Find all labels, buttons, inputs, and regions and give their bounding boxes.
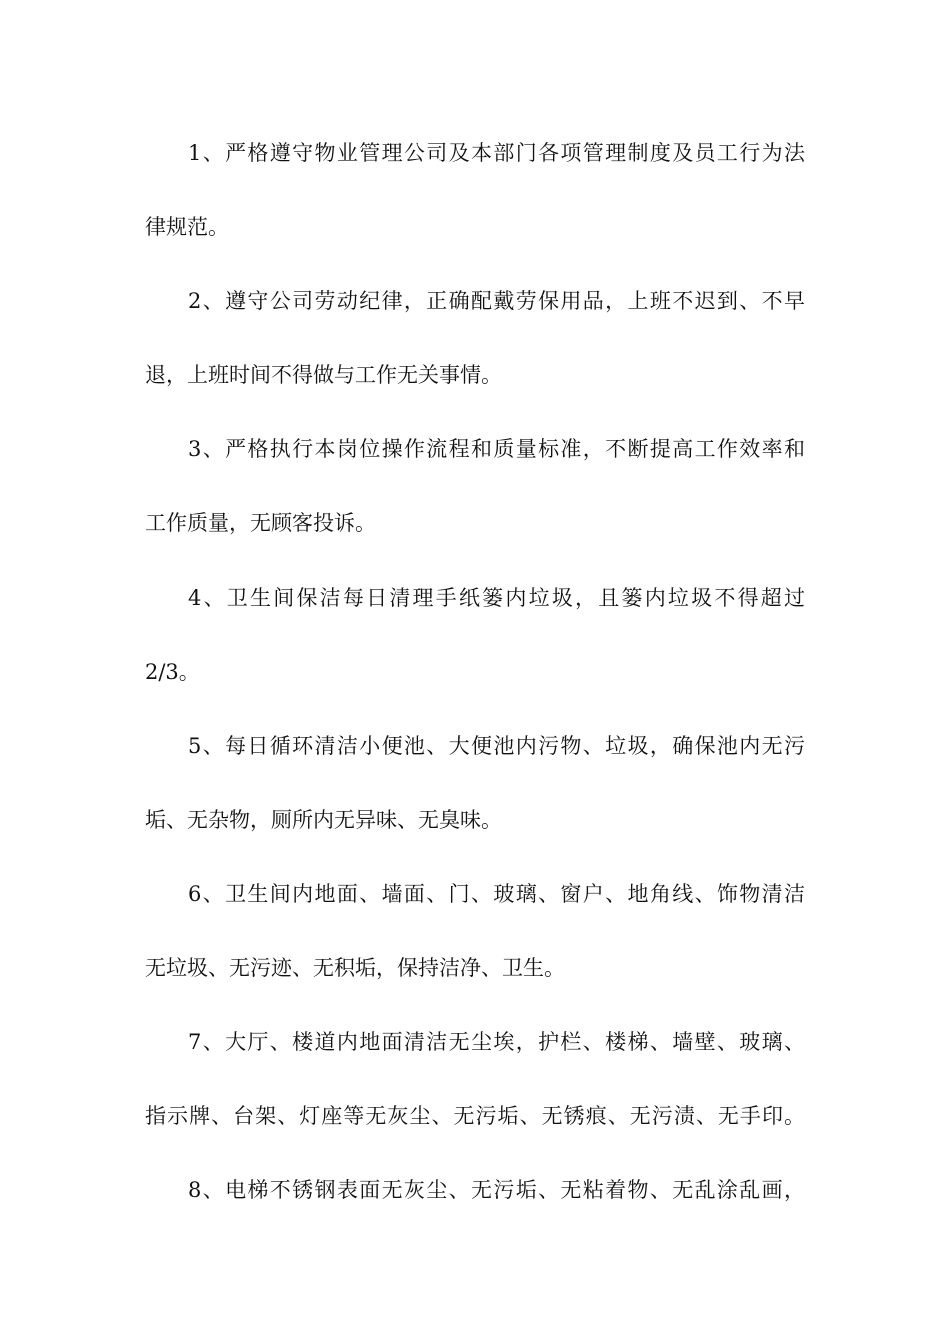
item-2-line-1: 2、遵守公司劳动纪律，正确配戴劳保用品，上班不迟到、不早 bbox=[188, 289, 805, 313]
item-3-line-2: 工作质量，无顾客投诉。 bbox=[145, 511, 376, 535]
item-5-line-1: 5、每日循环清洁小便池、大便池内污物、垃圾，确保池内无污 bbox=[188, 734, 805, 758]
item-5-line-2: 垢、无杂物，厕所内无异味、无臭味。 bbox=[145, 808, 502, 832]
item-2-line-2: 退，上班时间不得做与工作无关事情。 bbox=[145, 363, 502, 387]
item-6-line-1: 6、卫生间内地面、墙面、门、玻璃、窗户、地角线、饰物清洁 bbox=[188, 882, 805, 906]
item-6-line-2: 无垃圾、无污迹、无积垢，保持洁净、卫生。 bbox=[145, 956, 565, 980]
item-4-line-1: 4、卫生间保洁每日清理手纸篓内垃圾，且篓内垃圾不得超过 bbox=[188, 586, 805, 610]
item-7-line-2: 指示牌、台架、灯座等无灰尘、无污垢、无锈痕、无污渍、无手印。 bbox=[145, 1104, 805, 1128]
item-1-line-2: 律规范。 bbox=[145, 215, 229, 239]
item-3-line-1: 3、严格执行本岗位操作流程和质量标准，不断提高工作效率和 bbox=[188, 437, 805, 461]
item-1-line-1: 1、严格遵守物业管理公司及本部门各项管理制度及员工行为法 bbox=[188, 141, 805, 165]
item-4-line-2: 2/3。 bbox=[145, 660, 200, 684]
item-7-line-1: 7、大厅、楼道内地面清洁无尘埃，护栏、楼梯、墙壁、玻璃、 bbox=[188, 1030, 805, 1054]
item-8-line-1: 8、电梯不锈钢表面无灰尘、无污垢、无粘着物、无乱涂乱画， bbox=[188, 1178, 805, 1202]
